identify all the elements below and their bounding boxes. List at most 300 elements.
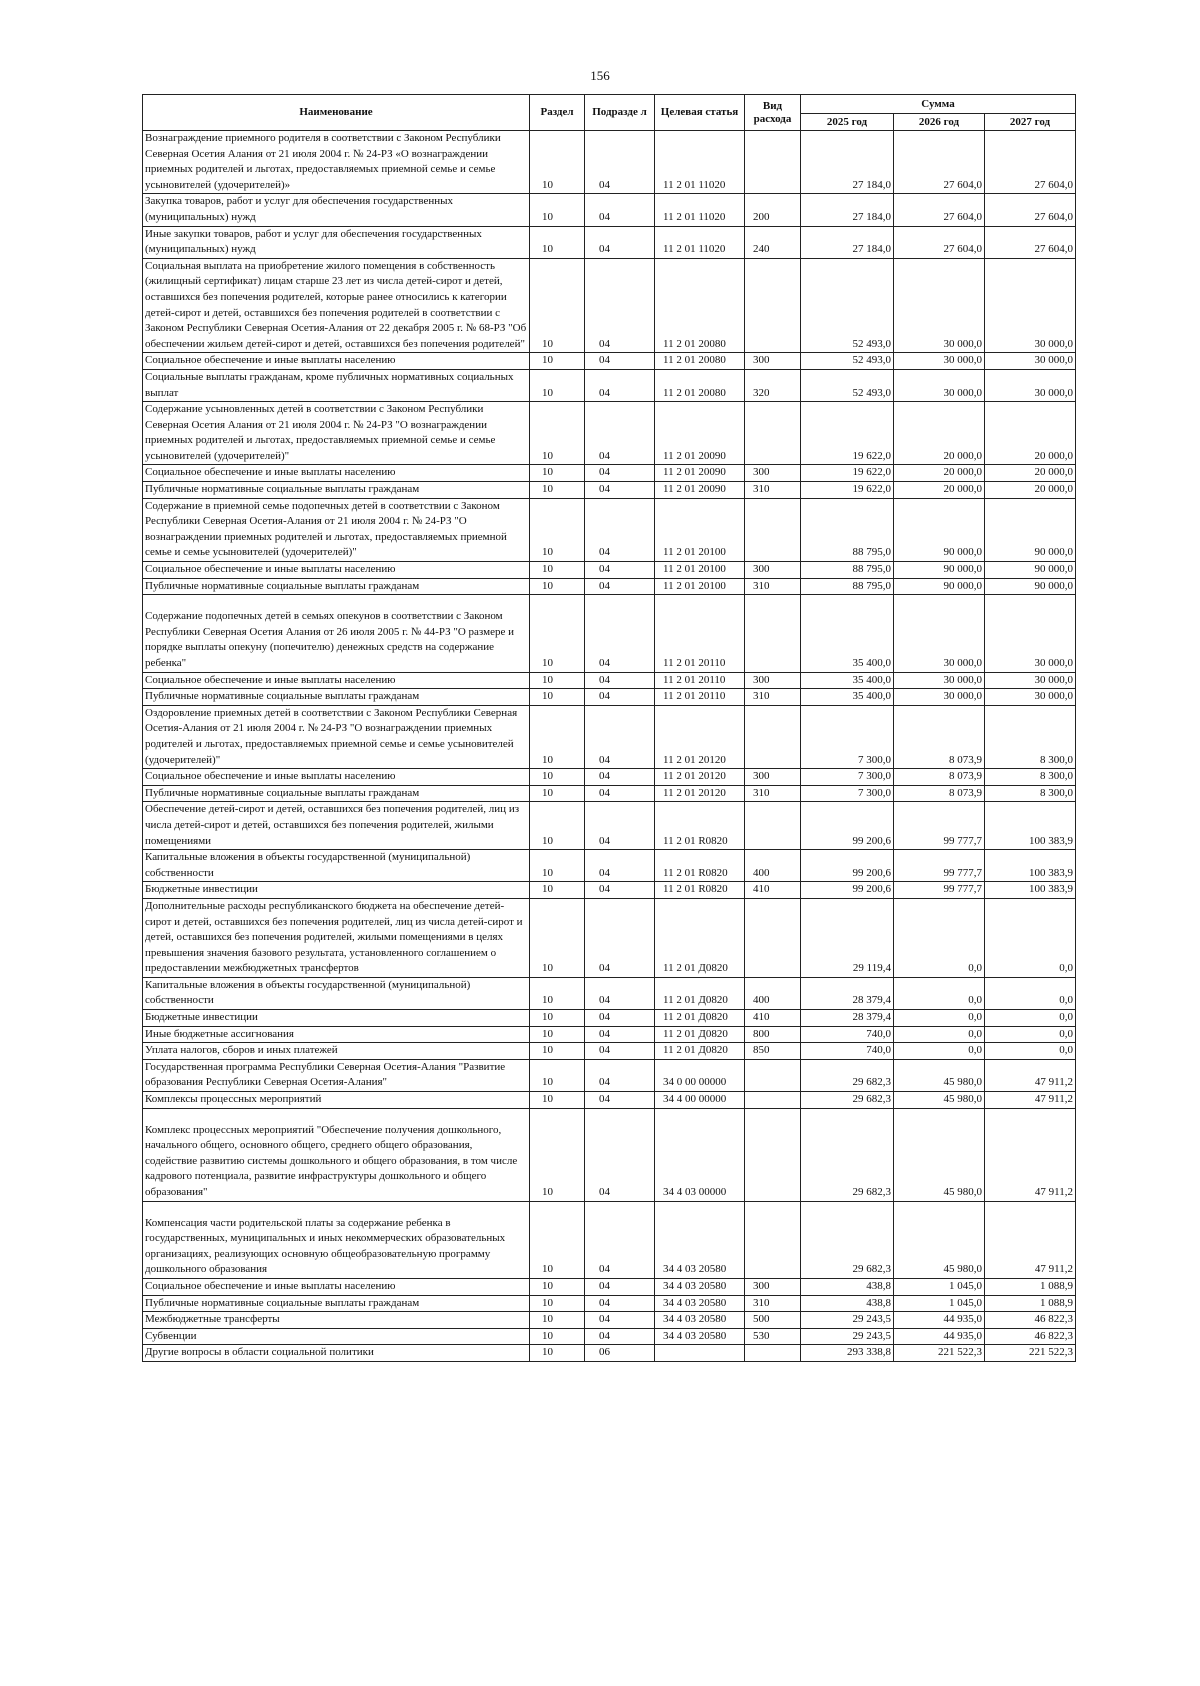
row-sum-2025: 19 622,0 bbox=[801, 465, 894, 482]
row-sum-2027: 47 911,2 bbox=[985, 1059, 1076, 1091]
row-sum-2026: 45 980,0 bbox=[894, 1201, 985, 1278]
row-sum-2027: 0,0 bbox=[985, 898, 1076, 977]
row-subsection: 04 bbox=[585, 226, 655, 258]
row-name: Капитальные вложения в объекты государственной (муниципальной) собственности bbox=[143, 977, 530, 1009]
row-sum-2026: 8 073,9 bbox=[894, 769, 985, 786]
row-sum-2027: 100 383,9 bbox=[985, 802, 1076, 850]
table-row bbox=[143, 1345, 1076, 1362]
row-sum-2025: 7 300,0 bbox=[801, 705, 894, 768]
row-expense-type: 200 bbox=[745, 194, 801, 226]
row-section: 10 bbox=[530, 672, 585, 689]
row-target-article: 11 2 01 11020 bbox=[655, 194, 745, 226]
row-sum-2025: 293 338,8 bbox=[801, 1345, 894, 1362]
row-expense-type: 530 bbox=[745, 1328, 801, 1345]
row-section: 10 bbox=[530, 785, 585, 802]
table-row bbox=[143, 785, 1076, 802]
row-sum-2026: 90 000,0 bbox=[894, 578, 985, 595]
row-sum-2025: 52 493,0 bbox=[801, 353, 894, 370]
row-sum-2027: 20 000,0 bbox=[985, 465, 1076, 482]
header-section: Раздел bbox=[530, 95, 585, 131]
table-row bbox=[143, 369, 1076, 401]
row-sum-2025: 29 682,3 bbox=[801, 1201, 894, 1278]
row-expense-type: 800 bbox=[745, 1026, 801, 1043]
row-target-article: 34 4 03 20580 bbox=[655, 1278, 745, 1295]
row-sum-2026: 1 045,0 bbox=[894, 1278, 985, 1295]
table-row bbox=[143, 850, 1076, 882]
row-section: 10 bbox=[530, 498, 585, 561]
table-row bbox=[143, 1026, 1076, 1043]
row-subsection: 04 bbox=[585, 402, 655, 465]
row-sum-2025: 438,8 bbox=[801, 1278, 894, 1295]
row-subsection: 04 bbox=[585, 369, 655, 401]
row-target-article: 11 2 01 11020 bbox=[655, 226, 745, 258]
row-name: Социальные выплаты гражданам, кроме публичных нормативных социальных выплат bbox=[143, 369, 530, 401]
row-section: 10 bbox=[530, 194, 585, 226]
row-sum-2027: 27 604,0 bbox=[985, 194, 1076, 226]
row-sum-2026: 1 045,0 bbox=[894, 1295, 985, 1312]
row-sum-2025: 29 243,5 bbox=[801, 1312, 894, 1329]
row-sum-2027: 27 604,0 bbox=[985, 131, 1076, 194]
header-sum: Сумма bbox=[801, 95, 1076, 114]
row-sum-2027: 90 000,0 bbox=[985, 498, 1076, 561]
row-sum-2025: 740,0 bbox=[801, 1026, 894, 1043]
row-target-article: 11 2 01 R0820 bbox=[655, 882, 745, 899]
row-sum-2026: 8 073,9 bbox=[894, 705, 985, 768]
row-sum-2025: 99 200,6 bbox=[801, 850, 894, 882]
row-sum-2027: 0,0 bbox=[985, 1026, 1076, 1043]
row-subsection: 04 bbox=[585, 1312, 655, 1329]
row-expense-type: 400 bbox=[745, 850, 801, 882]
row-sum-2027: 30 000,0 bbox=[985, 369, 1076, 401]
row-expense-type: 300 bbox=[745, 1278, 801, 1295]
row-section: 10 bbox=[530, 482, 585, 499]
row-section: 10 bbox=[530, 705, 585, 768]
table-row bbox=[143, 1201, 1076, 1278]
row-section: 10 bbox=[530, 1059, 585, 1091]
row-sum-2026: 20 000,0 bbox=[894, 402, 985, 465]
row-target-article: 11 2 01 R0820 bbox=[655, 850, 745, 882]
row-expense-type: 300 bbox=[745, 672, 801, 689]
row-sum-2025: 29 682,3 bbox=[801, 1092, 894, 1109]
row-name: Обеспечение детей-сирот и детей, оставшихся без попечения родителей, лиц из числа детей-сирот и детей, оставшихся без попечения родителей, жилыми помещениями bbox=[143, 802, 530, 850]
row-subsection: 04 bbox=[585, 705, 655, 768]
table-row bbox=[143, 1295, 1076, 1312]
table-row bbox=[143, 595, 1076, 672]
row-subsection: 06 bbox=[585, 1345, 655, 1362]
row-sum-2026: 0,0 bbox=[894, 1010, 985, 1027]
table-row bbox=[143, 769, 1076, 786]
row-subsection: 04 bbox=[585, 1043, 655, 1060]
row-target-article: 34 4 03 20580 bbox=[655, 1328, 745, 1345]
row-target-article: 34 4 03 20580 bbox=[655, 1201, 745, 1278]
row-sum-2027: 221 522,3 bbox=[985, 1345, 1076, 1362]
table-row bbox=[143, 131, 1076, 194]
row-section: 10 bbox=[530, 258, 585, 353]
row-name: Публичные нормативные социальные выплаты гражданам bbox=[143, 1295, 530, 1312]
table-row bbox=[143, 1278, 1076, 1295]
row-target-article: 11 2 01 20100 bbox=[655, 498, 745, 561]
row-section: 10 bbox=[530, 1345, 585, 1362]
row-sum-2027: 20 000,0 bbox=[985, 402, 1076, 465]
row-sum-2027: 27 604,0 bbox=[985, 226, 1076, 258]
row-sum-2027: 8 300,0 bbox=[985, 769, 1076, 786]
row-subsection: 04 bbox=[585, 1059, 655, 1091]
row-sum-2026: 30 000,0 bbox=[894, 672, 985, 689]
row-sum-2025: 28 379,4 bbox=[801, 1010, 894, 1027]
table-row bbox=[143, 672, 1076, 689]
page-number: 156 bbox=[590, 68, 610, 83]
row-sum-2026: 99 777,7 bbox=[894, 882, 985, 899]
row-expense-type: 240 bbox=[745, 226, 801, 258]
row-section: 10 bbox=[530, 465, 585, 482]
row-name: Содержание подопечных детей в семьях опекунов в соответствии с Законом Республики Северная Осетия Алания от 26 июля 2005 г. № 44-РЗ "О размере и порядке выплаты опекуну (попечителю) денежных средств на содержание ребенка" bbox=[143, 595, 530, 672]
row-sum-2027: 46 822,3 bbox=[985, 1312, 1076, 1329]
row-sum-2025: 29 682,3 bbox=[801, 1059, 894, 1091]
row-expense-type bbox=[745, 802, 801, 850]
header-target-article: Целевая статья bbox=[655, 95, 745, 131]
row-sum-2026: 0,0 bbox=[894, 898, 985, 977]
row-sum-2026: 27 604,0 bbox=[894, 226, 985, 258]
row-subsection: 04 bbox=[585, 769, 655, 786]
row-sum-2025: 88 795,0 bbox=[801, 578, 894, 595]
row-expense-type bbox=[745, 131, 801, 194]
row-sum-2025: 740,0 bbox=[801, 1043, 894, 1060]
row-name: Содержание усыновленных детей в соответствии с Законом Республики Северная Осетия Алания от 21 июля 2004 г. № 24-РЗ "О вознаграждении приемных родителей и льготах, предоставляемых приемной семье и семье усыновителей (удочерителей)" bbox=[143, 402, 530, 465]
row-sum-2027: 1 088,9 bbox=[985, 1295, 1076, 1312]
row-sum-2027: 30 000,0 bbox=[985, 353, 1076, 370]
header-subsection: Подразде л bbox=[585, 95, 655, 131]
table-row bbox=[143, 898, 1076, 977]
table-row bbox=[143, 562, 1076, 579]
row-expense-type bbox=[745, 498, 801, 561]
row-section: 10 bbox=[530, 1278, 585, 1295]
row-expense-type bbox=[745, 402, 801, 465]
row-sum-2025: 19 622,0 bbox=[801, 482, 894, 499]
row-sum-2025: 88 795,0 bbox=[801, 498, 894, 561]
row-section: 10 bbox=[530, 1043, 585, 1060]
row-target-article: 11 2 01 11020 bbox=[655, 131, 745, 194]
table-row bbox=[143, 802, 1076, 850]
row-target-article: 11 2 01 R0820 bbox=[655, 802, 745, 850]
row-sum-2026: 0,0 bbox=[894, 1043, 985, 1060]
row-sum-2025: 28 379,4 bbox=[801, 977, 894, 1009]
row-name: Комплекс процессных мероприятий "Обеспечение получения дошкольного, начального общего, основного общего, среднего общего образования, содействие развитию системы дошкольного и общего образования, в том числе кадрового потенциала, развитие инфраструктуры дошкольного и общего образования" bbox=[143, 1108, 530, 1201]
row-section: 10 bbox=[530, 353, 585, 370]
row-target-article: 11 2 01 20110 bbox=[655, 672, 745, 689]
row-name: Вознаграждение приемного родителя в соответствии с Законом Республики Северная Осетия Алания от 21 июля 2004 г. № 24-РЗ «О вознаграждении приемных родителей и льготах, предоставляемых приемной семье и семье усыновителей (удочерителей)» bbox=[143, 131, 530, 194]
table-row bbox=[143, 1312, 1076, 1329]
row-name: Социальное обеспечение и иные выплаты населению bbox=[143, 562, 530, 579]
row-name: Социальное обеспечение и иные выплаты населению bbox=[143, 672, 530, 689]
row-name: Социальное обеспечение и иные выплаты населению bbox=[143, 465, 530, 482]
row-name: Субвенции bbox=[143, 1328, 530, 1345]
row-section: 10 bbox=[530, 131, 585, 194]
table-row bbox=[143, 1108, 1076, 1201]
row-subsection: 04 bbox=[585, 353, 655, 370]
row-target-article: 11 2 01 20120 bbox=[655, 705, 745, 768]
table-row bbox=[143, 705, 1076, 768]
row-subsection: 04 bbox=[585, 1295, 655, 1312]
row-subsection: 04 bbox=[585, 977, 655, 1009]
row-expense-type: 310 bbox=[745, 1295, 801, 1312]
row-sum-2027: 0,0 bbox=[985, 1043, 1076, 1060]
row-expense-type bbox=[745, 258, 801, 353]
row-sum-2026: 45 980,0 bbox=[894, 1108, 985, 1201]
row-expense-type bbox=[745, 1201, 801, 1278]
row-target-article: 11 2 01 20110 bbox=[655, 595, 745, 672]
table-row bbox=[143, 578, 1076, 595]
table-row bbox=[143, 882, 1076, 899]
row-sum-2026: 44 935,0 bbox=[894, 1328, 985, 1345]
row-name: Бюджетные инвестиции bbox=[143, 1010, 530, 1027]
row-subsection: 04 bbox=[585, 850, 655, 882]
row-section: 10 bbox=[530, 898, 585, 977]
row-expense-type: 850 bbox=[745, 1043, 801, 1060]
row-sum-2025: 438,8 bbox=[801, 1295, 894, 1312]
row-sum-2026: 44 935,0 bbox=[894, 1312, 985, 1329]
row-section: 10 bbox=[530, 769, 585, 786]
row-name: Дополнительные расходы республиканского бюджета на обеспечение детей-сирот и детей, оставшихся без попечения родителей, лиц из числа детей-сирот и детей, оставшихся без попечения родителей, жилыми помещениями в целях превышения значения базового результата, установленного соглашением о предоставлении межбюджетных трансфертов bbox=[143, 898, 530, 977]
row-section: 10 bbox=[530, 369, 585, 401]
row-sum-2025: 35 400,0 bbox=[801, 595, 894, 672]
row-subsection: 04 bbox=[585, 898, 655, 977]
row-sum-2026: 221 522,3 bbox=[894, 1345, 985, 1362]
row-expense-type: 410 bbox=[745, 882, 801, 899]
row-subsection: 04 bbox=[585, 258, 655, 353]
row-name: Капитальные вложения в объекты государственной (муниципальной) собственности bbox=[143, 850, 530, 882]
row-sum-2026: 20 000,0 bbox=[894, 465, 985, 482]
row-name: Социальная выплата на приобретение жилого помещения в собственность (жилищный сертификат) лицам старше 23 лет из числа детей-сирот и детей, оставшихся без попечения родителей, которые ранее относились к категории детей-сирот и детей, оставшихся без попечения родителей в соответствии с Законом Республики Северная Осетия-Алания от 22 декабря 2005 г. № 68-РЗ "Об обеспечении жильем детей-сирот и детей, оставшихся без попечения родителей" bbox=[143, 258, 530, 353]
row-sum-2025: 35 400,0 bbox=[801, 689, 894, 706]
row-subsection: 04 bbox=[585, 578, 655, 595]
row-sum-2026: 0,0 bbox=[894, 1026, 985, 1043]
row-target-article: 34 4 03 00000 bbox=[655, 1108, 745, 1201]
table-row bbox=[143, 353, 1076, 370]
row-target-article: 11 2 01 20120 bbox=[655, 785, 745, 802]
table-row bbox=[143, 498, 1076, 561]
row-expense-type bbox=[745, 705, 801, 768]
row-target-article: 11 2 01 20080 bbox=[655, 353, 745, 370]
row-name: Иные закупки товаров, работ и услуг для обеспечения государственных (муниципальных) нужд bbox=[143, 226, 530, 258]
row-sum-2025: 99 200,6 bbox=[801, 802, 894, 850]
row-target-article: 34 4 00 00000 bbox=[655, 1092, 745, 1109]
row-name: Бюджетные инвестиции bbox=[143, 882, 530, 899]
row-sum-2025: 88 795,0 bbox=[801, 562, 894, 579]
row-target-article bbox=[655, 1345, 745, 1362]
row-subsection: 04 bbox=[585, 595, 655, 672]
row-target-article: 11 2 01 20100 bbox=[655, 562, 745, 579]
row-name: Закупка товаров, работ и услуг для обеспечения государственных (муниципальных) нужд bbox=[143, 194, 530, 226]
row-sum-2026: 90 000,0 bbox=[894, 498, 985, 561]
row-sum-2026: 30 000,0 bbox=[894, 353, 985, 370]
row-name: Публичные нормативные социальные выплаты гражданам bbox=[143, 482, 530, 499]
row-section: 10 bbox=[530, 1201, 585, 1278]
row-sum-2026: 99 777,7 bbox=[894, 850, 985, 882]
row-subsection: 04 bbox=[585, 882, 655, 899]
row-subsection: 04 bbox=[585, 672, 655, 689]
row-sum-2027: 0,0 bbox=[985, 977, 1076, 1009]
row-subsection: 04 bbox=[585, 498, 655, 561]
row-sum-2025: 7 300,0 bbox=[801, 785, 894, 802]
row-sum-2025: 7 300,0 bbox=[801, 769, 894, 786]
row-sum-2026: 45 980,0 bbox=[894, 1092, 985, 1109]
table-row bbox=[143, 194, 1076, 226]
row-target-article: 34 4 03 20580 bbox=[655, 1295, 745, 1312]
row-subsection: 04 bbox=[585, 1108, 655, 1201]
row-sum-2027: 90 000,0 bbox=[985, 578, 1076, 595]
row-sum-2026: 99 777,7 bbox=[894, 802, 985, 850]
header-year-2025: 2025 год bbox=[801, 114, 894, 131]
row-sum-2027: 100 383,9 bbox=[985, 882, 1076, 899]
row-sum-2027: 8 300,0 bbox=[985, 705, 1076, 768]
row-section: 10 bbox=[530, 1295, 585, 1312]
row-sum-2027: 46 822,3 bbox=[985, 1328, 1076, 1345]
row-expense-type bbox=[745, 898, 801, 977]
row-subsection: 04 bbox=[585, 785, 655, 802]
row-target-article: 34 0 00 00000 bbox=[655, 1059, 745, 1091]
row-section: 10 bbox=[530, 578, 585, 595]
row-sum-2027: 30 000,0 bbox=[985, 689, 1076, 706]
row-expense-type: 300 bbox=[745, 562, 801, 579]
row-sum-2027: 47 911,2 bbox=[985, 1108, 1076, 1201]
row-expense-type: 320 bbox=[745, 369, 801, 401]
row-name: Комплексы процессных мероприятий bbox=[143, 1092, 530, 1109]
table-row bbox=[143, 1059, 1076, 1091]
table-row bbox=[143, 465, 1076, 482]
row-subsection: 04 bbox=[585, 194, 655, 226]
header-year-2027: 2027 год bbox=[985, 114, 1076, 131]
row-sum-2027: 0,0 bbox=[985, 1010, 1076, 1027]
row-section: 10 bbox=[530, 802, 585, 850]
row-sum-2026: 45 980,0 bbox=[894, 1059, 985, 1091]
row-sum-2026: 20 000,0 bbox=[894, 482, 985, 499]
row-section: 10 bbox=[530, 562, 585, 579]
row-sum-2027: 30 000,0 bbox=[985, 258, 1076, 353]
row-sum-2026: 27 604,0 bbox=[894, 131, 985, 194]
header-name: Наименование bbox=[143, 95, 530, 131]
row-expense-type: 300 bbox=[745, 769, 801, 786]
row-subsection: 04 bbox=[585, 482, 655, 499]
row-section: 10 bbox=[530, 226, 585, 258]
row-target-article: 11 2 01 20090 bbox=[655, 482, 745, 499]
table-row bbox=[143, 226, 1076, 258]
row-sum-2025: 99 200,6 bbox=[801, 882, 894, 899]
row-sum-2026: 30 000,0 bbox=[894, 595, 985, 672]
row-expense-type bbox=[745, 1108, 801, 1201]
row-sum-2025: 27 184,0 bbox=[801, 226, 894, 258]
row-target-article: 11 2 01 Д0820 bbox=[655, 1026, 745, 1043]
table-row bbox=[143, 402, 1076, 465]
row-section: 10 bbox=[530, 1328, 585, 1345]
row-name: Уплата налогов, сборов и иных платежей bbox=[143, 1043, 530, 1060]
row-expense-type bbox=[745, 1059, 801, 1091]
table-row bbox=[143, 1092, 1076, 1109]
row-target-article: 11 2 01 Д0820 bbox=[655, 898, 745, 977]
row-target-article: 11 2 01 20090 bbox=[655, 402, 745, 465]
row-section: 10 bbox=[530, 1026, 585, 1043]
row-sum-2025: 52 493,0 bbox=[801, 258, 894, 353]
row-target-article: 11 2 01 20100 bbox=[655, 578, 745, 595]
row-target-article: 11 2 01 20080 bbox=[655, 258, 745, 353]
row-subsection: 04 bbox=[585, 689, 655, 706]
row-sum-2027: 20 000,0 bbox=[985, 482, 1076, 499]
budget-table bbox=[142, 94, 1076, 1362]
row-expense-type bbox=[745, 595, 801, 672]
row-expense-type: 310 bbox=[745, 482, 801, 499]
row-name: Публичные нормативные социальные выплаты гражданам bbox=[143, 785, 530, 802]
row-name: Социальное обеспечение и иные выплаты населению bbox=[143, 769, 530, 786]
row-sum-2025: 29 243,5 bbox=[801, 1328, 894, 1345]
row-expense-type: 400 bbox=[745, 977, 801, 1009]
row-name: Компенсация части родительской платы за содержание ребенка в государственных, муниципальных и иных некоммерческих образовательных организациях, реализующих основную общеобразовательную программу дошкольного образования bbox=[143, 1201, 530, 1278]
row-sum-2026: 8 073,9 bbox=[894, 785, 985, 802]
table-row bbox=[143, 482, 1076, 499]
row-sum-2025: 29 682,3 bbox=[801, 1108, 894, 1201]
row-section: 10 bbox=[530, 1092, 585, 1109]
row-expense-type: 300 bbox=[745, 353, 801, 370]
row-name: Государственная программа Республики Северная Осетия-Алания "Развитие образования Республики Северная Осетия-Алания" bbox=[143, 1059, 530, 1091]
row-name: Иные бюджетные ассигнования bbox=[143, 1026, 530, 1043]
row-section: 10 bbox=[530, 850, 585, 882]
row-sum-2025: 29 119,4 bbox=[801, 898, 894, 977]
row-target-article: 11 2 01 Д0820 bbox=[655, 1010, 745, 1027]
row-name: Содержание в приемной семье подопечных детей в соответствии с Законом Республики Северная Осетия-Алания от 21 июля 2004 г. № 24-РЗ "О вознаграждении приемных родителей и льготах, предоставляемых приемной семье и семье усыновителей (удочерителей)" bbox=[143, 498, 530, 561]
row-section: 10 bbox=[530, 402, 585, 465]
row-section: 10 bbox=[530, 689, 585, 706]
table-row bbox=[143, 1328, 1076, 1345]
row-target-article: 11 2 01 20120 bbox=[655, 769, 745, 786]
row-name: Публичные нормативные социальные выплаты гражданам bbox=[143, 689, 530, 706]
header-expense-type: Вид расхода bbox=[745, 95, 801, 131]
row-expense-type: 410 bbox=[745, 1010, 801, 1027]
row-target-article: 11 2 01 20080 bbox=[655, 369, 745, 401]
row-expense-type: 310 bbox=[745, 578, 801, 595]
row-section: 10 bbox=[530, 595, 585, 672]
row-expense-type: 500 bbox=[745, 1312, 801, 1329]
row-expense-type bbox=[745, 1345, 801, 1362]
row-name: Оздоровление приемных детей в соответствии с Законом Республики Северная Осетия-Алания от 21 июля 2004 г. № 24-РЗ "О вознаграждении приемных родителей и льготах, предоставляемых приемной семье и семье усыновителей (удочерителей)" bbox=[143, 705, 530, 768]
row-subsection: 04 bbox=[585, 1278, 655, 1295]
row-sum-2026: 27 604,0 bbox=[894, 194, 985, 226]
row-expense-type: 310 bbox=[745, 689, 801, 706]
row-subsection: 04 bbox=[585, 1328, 655, 1345]
row-sum-2027: 1 088,9 bbox=[985, 1278, 1076, 1295]
row-subsection: 04 bbox=[585, 1201, 655, 1278]
row-sum-2025: 35 400,0 bbox=[801, 672, 894, 689]
row-target-article: 11 2 01 Д0820 bbox=[655, 977, 745, 1009]
row-subsection: 04 bbox=[585, 1092, 655, 1109]
row-sum-2026: 90 000,0 bbox=[894, 562, 985, 579]
row-name: Социальное обеспечение и иные выплаты населению bbox=[143, 1278, 530, 1295]
table-body bbox=[143, 131, 1076, 1362]
row-sum-2027: 8 300,0 bbox=[985, 785, 1076, 802]
table-row bbox=[143, 977, 1076, 1009]
row-subsection: 04 bbox=[585, 802, 655, 850]
row-sum-2026: 30 000,0 bbox=[894, 258, 985, 353]
row-subsection: 04 bbox=[585, 1010, 655, 1027]
row-expense-type: 300 bbox=[745, 465, 801, 482]
row-expense-type: 310 bbox=[745, 785, 801, 802]
row-name: Другие вопросы в области социальной политики bbox=[143, 1345, 530, 1362]
row-sum-2027: 30 000,0 bbox=[985, 595, 1076, 672]
row-sum-2027: 30 000,0 bbox=[985, 672, 1076, 689]
table-row bbox=[143, 1010, 1076, 1027]
row-name: Межбюджетные трансферты bbox=[143, 1312, 530, 1329]
table-header bbox=[143, 95, 1076, 131]
row-sum-2026: 30 000,0 bbox=[894, 369, 985, 401]
row-sum-2025: 27 184,0 bbox=[801, 194, 894, 226]
row-subsection: 04 bbox=[585, 131, 655, 194]
